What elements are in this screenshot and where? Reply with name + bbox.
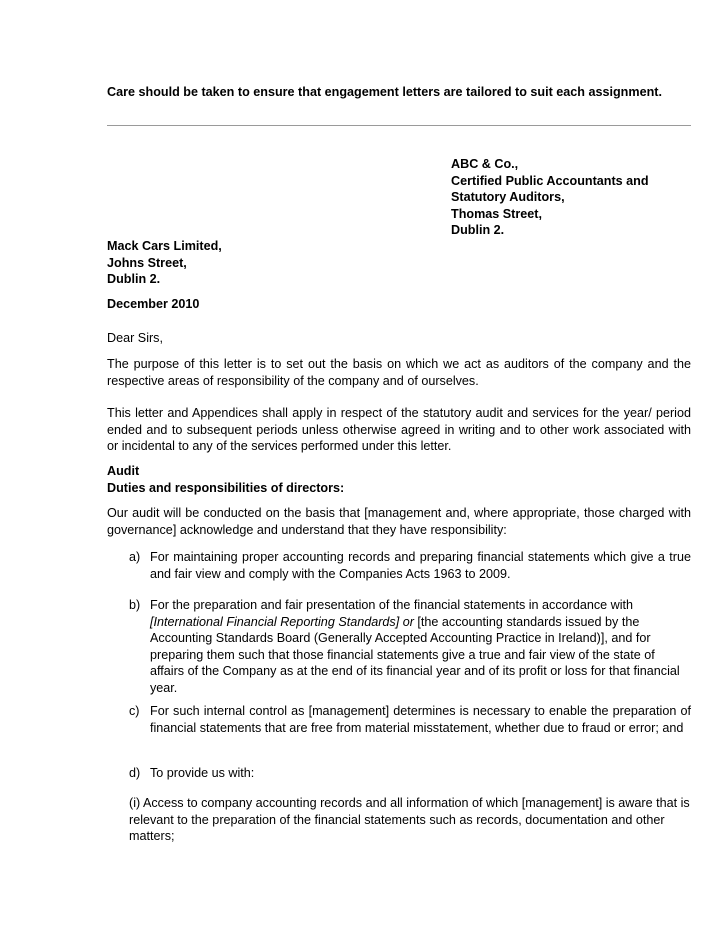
divider-rule [107,125,691,126]
sender-line: Statutory Auditors, [451,190,565,204]
list-item-b [129,597,691,696]
salutation: Dear Sirs, [107,331,163,345]
list-text: To provide us with: [150,766,255,780]
list-item-c [129,703,691,736]
list-text-part: For the preparation and fair presentation of the financial statements in accordance with [150,598,634,612]
recipient-line: Johns Street, [107,255,187,270]
list-label: a) [129,550,141,564]
list-text: For such internal control as [management] determines is necessary to enable the preparation of financial statements that are free from material misstatement, whether due to fraud or error; and [150,704,691,735]
sender-line: Certified Public Accountants and [451,173,649,188]
list-label: d) [129,766,141,780]
letter-date: December 2010 [107,297,200,311]
heading-title: Audit [107,464,140,478]
tailoring-note: Care should be taken to ensure that engagement letters are tailored to suit each assignment. [107,85,662,99]
sender-line: Dublin 2. [451,223,505,237]
purpose-paragraph: The purpose of this letter is to set out the basis on which we act as auditors of the company and the respective areas of responsibility of the company and of ourselves. [107,357,691,388]
list-label: b) [129,598,141,612]
recipient-address [107,238,407,288]
list-text-italic: [International Financial Reporting Standards] or [150,614,414,629]
heading-subtitle: Duties and responsibilities of directors: [107,480,345,495]
basis-paragraph: Our audit will be conducted on the basis that [management and, where appropriate, those charged with governance] acknowledge and understand that they have responsibility: [107,506,691,537]
list-text: For maintaining proper accounting records and preparing financial statements which give a true and fair view and comply with the Companies Acts 1963 to 2009. [150,550,691,581]
list-text [150,597,691,696]
list-text-part: [the accounting standards issued by the Accounting Standards Board (Generally Accepted Accounting Practice in Ireland)], and for preparing them such that those financial statements give a true and fair view of the state of affairs of the Company as at the end of its financial year and of its profit or loss for that financial year. [150,614,680,695]
list-item-a [129,549,691,582]
list-item-d [129,765,691,782]
recipient-line: Dublin 2. [107,272,161,286]
scope-paragraph: This letter and Appendices shall apply in respect of the statutory audit and services for the year/ period ended and to subsequent periods unless otherwise agreed in writing and to other work associated with or incidental to any of the services performed under this letter. [107,406,691,453]
sender-line: ABC & Co., [451,157,519,171]
sub-item-i: (i) Access to company accounting records and all information of which [management] is aware that is relevant to the preparation of the financial statements such as records, documentation and other matters; [129,796,690,843]
sender-address [451,156,701,239]
sender-line: Thomas Street, [451,206,542,221]
recipient-line: Mack Cars Limited, [107,239,222,253]
list-label: c) [129,704,140,718]
audit-heading [107,463,344,496]
